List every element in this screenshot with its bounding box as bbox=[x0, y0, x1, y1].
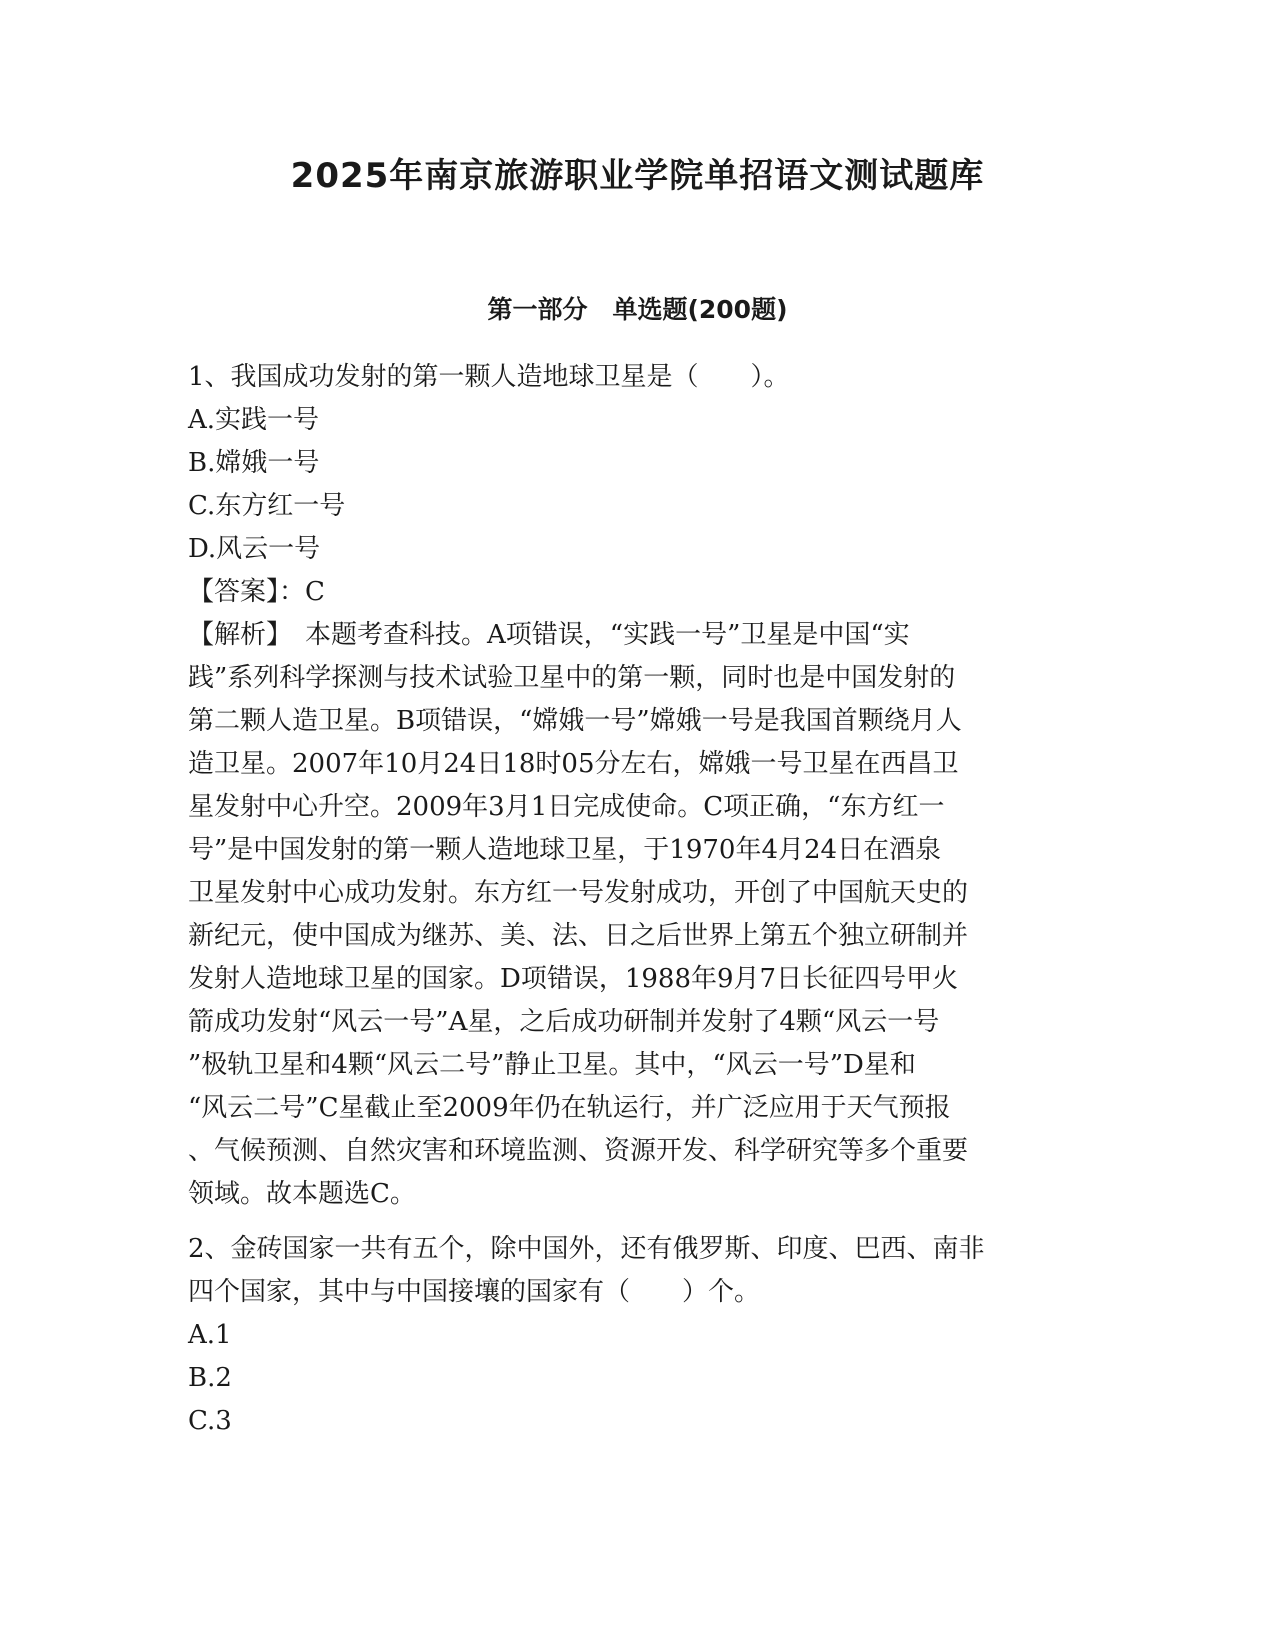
document-title: 2025年南京旅游职业学院单招语文测试题库 bbox=[290, 156, 985, 196]
analysis-line: 发射人造地球卫星的国家。D项错误，1988年9月7日长征四号甲火 bbox=[188, 964, 959, 994]
question-list bbox=[188, 356, 1078, 1443]
analysis-line: 箭成功发射“风云一号”A星，之后成功研制并发射了4颗“风云一号 bbox=[188, 1007, 940, 1037]
question-1 bbox=[188, 356, 1078, 1216]
question-stem: 四个国家，其中与中国接壤的国家有（ ）个。 bbox=[188, 1277, 761, 1307]
option-b: B.2 bbox=[188, 1363, 232, 1393]
analysis-line: 新纪元，使中国成为继苏、美、法、日之后世界上第五个独立研制并 bbox=[188, 921, 969, 951]
analysis-line: 星发射中心升空。2009年3月1日完成使命。C项正确，“东方红一 bbox=[188, 792, 945, 822]
analysis-line: “风云二号”C星截止至2009年仍在轨运行，并广泛应用于天气预报 bbox=[188, 1093, 951, 1123]
option-a: A.实践一号 bbox=[188, 405, 320, 435]
analysis-line: ”极轨卫星和4颗“风云二号”静止卫星。其中，“风云一号”D星和 bbox=[188, 1050, 916, 1080]
analysis-line: 、气候预测、自然灾害和环境监测、资源开发、科学研究等多个重要 bbox=[188, 1136, 969, 1166]
analysis-line: 卫星发射中心成功发射。东方红一号发射成功，开创了中国航天史的 bbox=[188, 878, 969, 908]
answer: 【答案】：C bbox=[188, 577, 325, 607]
analysis-line: 领域。故本题选C。 bbox=[188, 1179, 416, 1209]
option-b: B.嫦娥一号 bbox=[188, 448, 320, 478]
question-spacer bbox=[188, 1216, 1078, 1228]
question-2 bbox=[188, 1228, 1078, 1443]
analysis-line: 践”系列科学探测与技术试验卫星中的第一颗，同时也是中国发射的 bbox=[188, 663, 956, 693]
question-stem: 1、我国成功发射的第一颗人造地球卫星是（ ）。 bbox=[188, 362, 790, 392]
section-title: 第一部分 单选题(200题) bbox=[487, 295, 788, 324]
analysis-line: 号”是中国发射的第一颗人造地球卫星，于1970年4月24日在酒泉 bbox=[188, 835, 942, 865]
option-d: D.风云一号 bbox=[188, 534, 321, 564]
question-stem: 2、金砖国家一共有五个，除中国外，还有俄罗斯、印度、巴西、南非 bbox=[188, 1234, 985, 1264]
analysis-line: 第二颗人造卫星。B项错误，“嫦娥一号”嫦娥一号是我国首颗绕月人 bbox=[188, 706, 962, 736]
analysis bbox=[188, 614, 1078, 1216]
analysis-line: 【解析】 本题考查科技。A项错误，“实践一号”卫星是中国“实 bbox=[188, 620, 910, 650]
option-c: C.东方红一号 bbox=[188, 491, 346, 521]
option-c: C.3 bbox=[188, 1406, 232, 1436]
analysis-line: 造卫星。2007年10月24日18时05分左右，嫦娥一号卫星在西昌卫 bbox=[188, 749, 959, 779]
option-a: A.1 bbox=[188, 1320, 232, 1350]
